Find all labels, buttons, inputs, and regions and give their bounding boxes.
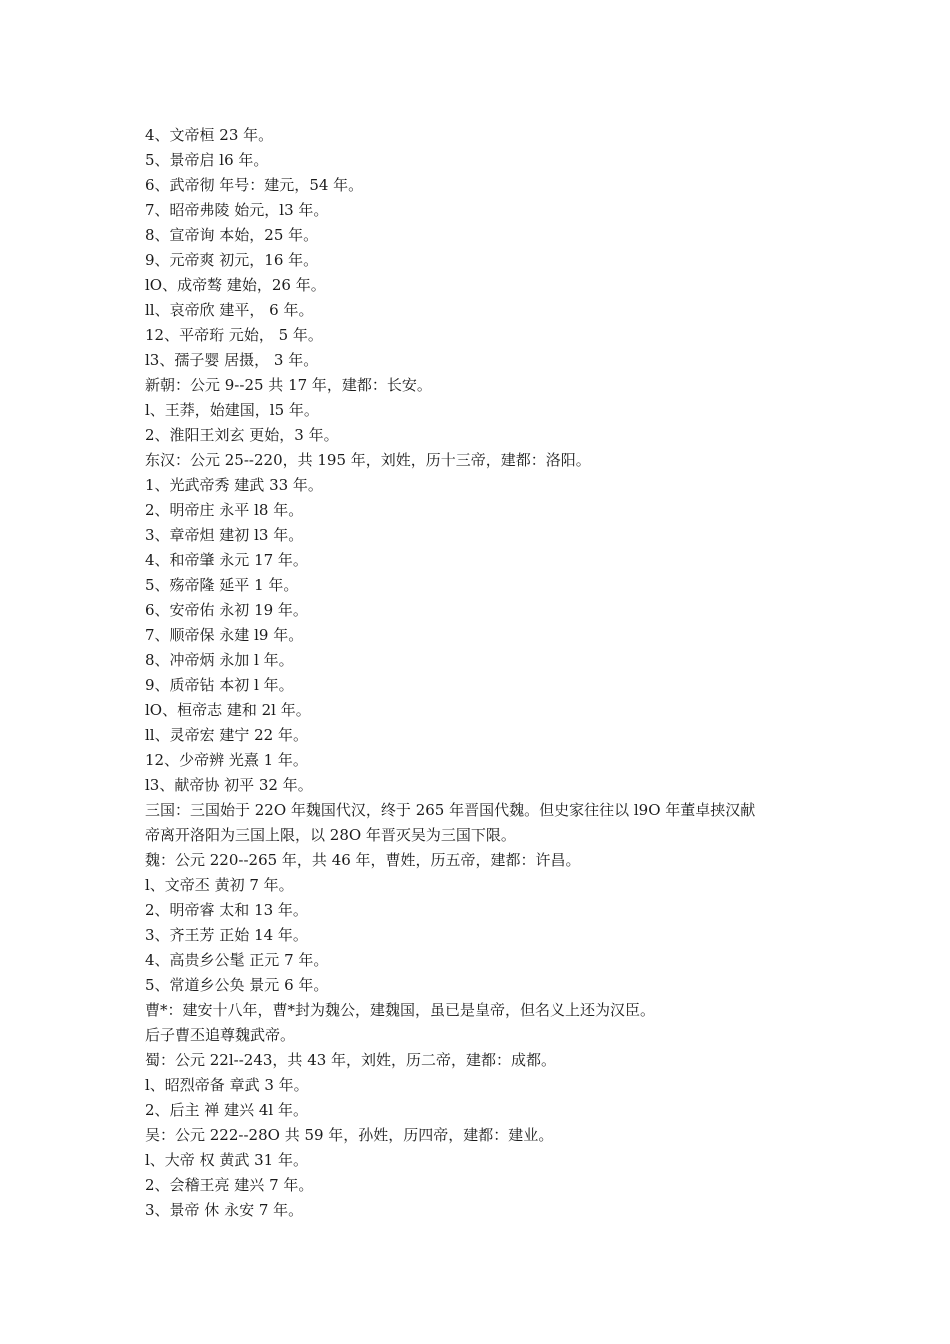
text-line: 5、常道乡公奂 景元 6 年。 [145,976,329,994]
text-line: l、昭烈帝备 章武 3 年。 [145,1076,309,1094]
text-line: 7、昭帝弗陵 始元，l3 年。 [145,201,329,219]
document-page [145,123,825,1223]
text-line: 4、文帝桓 23 年。 [145,126,274,144]
text-line: 9、质帝钻 本初 l 年。 [145,676,294,694]
section-heading-xin: 新朝：公元 9--25 共 17 年，建都：长安。 [145,376,432,394]
text-line: l3、献帝协 初平 32 年。 [145,776,313,794]
text-line: 8、宣帝询 本始，25 年。 [145,226,319,244]
text-line: 6、安帝佑 永初 19 年。 [145,601,308,619]
text-line: ll、灵帝宏 建宁 22 年。 [145,726,308,744]
text-line: 3、景帝 休 永安 7 年。 [145,1201,304,1219]
text-line: l、大帝 权 黄武 31 年。 [145,1151,308,1169]
text-line: 2、后主 禅 建兴 4l 年。 [145,1101,308,1119]
section-heading-shu: 蜀：公元 22l--243，共 43 年，刘姓，历二帝，建都：成都。 [145,1051,557,1069]
text-line: 8、冲帝炳 永加 l 年。 [145,651,294,669]
text-line: 4、和帝肇 永元 17 年。 [145,551,308,569]
section-heading-eastern-han: 东汉：公元 25--220，共 195 年，刘姓，历十三帝，建都：洛阳。 [145,451,591,469]
text-line: 2、会稽王亮 建兴 7 年。 [145,1176,314,1194]
text-line: 5、殇帝隆 延平 1 年。 [145,576,299,594]
text-line: 3、章帝炟 建初 l3 年。 [145,526,304,544]
text-line: l、文帝丕 黄初 7 年。 [145,876,294,894]
text-line: 2、明帝庄 永平 l8 年。 [145,501,304,519]
section-heading-wei: 魏：公元 220--265 年，共 46 年，曹姓，历五帝，建都：许昌。 [145,851,581,869]
text-line: 2、淮阳王刘玄 更始，3 年。 [145,426,339,444]
text-line: 7、顺帝保 永建 l9 年。 [145,626,304,644]
section-heading-three-kingdoms: 三国：三国始于 22O 年魏国代汉，终于 265 年晋国代魏。但史家往往以 l9O 年董卓挟汉献 [145,801,756,819]
section-heading-wu: 吴：公元 222--28O 共 59 年，孙姓，历四帝，建都：建业。 [145,1126,554,1144]
text-line: 6、武帝彻 年号：建元，54 年。 [145,176,364,194]
text-line: l、王莽，始建国，l5 年。 [145,401,319,419]
text-line: 后子曹丕追尊魏武帝。 [145,1026,296,1044]
text-line: 12、少帝辨 光熹 1 年。 [145,751,308,769]
text-line: 9、元帝爽 初元，16 年。 [145,251,319,269]
text-line: 4、高贵乡公髦 正元 7 年。 [145,951,329,969]
text-line: 1、光武帝秀 建武 33 年。 [145,476,323,494]
text-line: 3、齐王芳 正始 14 年。 [145,926,308,944]
text-line: 曹*：建安十八年，曹*封为魏公，建魏国，虽已是皇帝，但名义上还为汉臣。 [145,1001,656,1019]
text-line: lO、桓帝志 建和 2l 年。 [145,701,311,719]
text-line: l3、孺子婴 居摄， 3 年。 [145,351,319,369]
text-line: ll、哀帝欣 建平， 6 年。 [145,301,314,319]
text-line: 帝离开洛阳为三国上限，以 28O 年晋灭吴为三国下限。 [145,826,516,844]
text-line: 2、明帝睿 太和 13 年。 [145,901,308,919]
text-line: 12、平帝珩 元始， 5 年。 [145,326,323,344]
text-line: 5、景帝启 l6 年。 [145,151,269,169]
text-line: lO、成帝骜 建始，26 年。 [145,276,326,294]
